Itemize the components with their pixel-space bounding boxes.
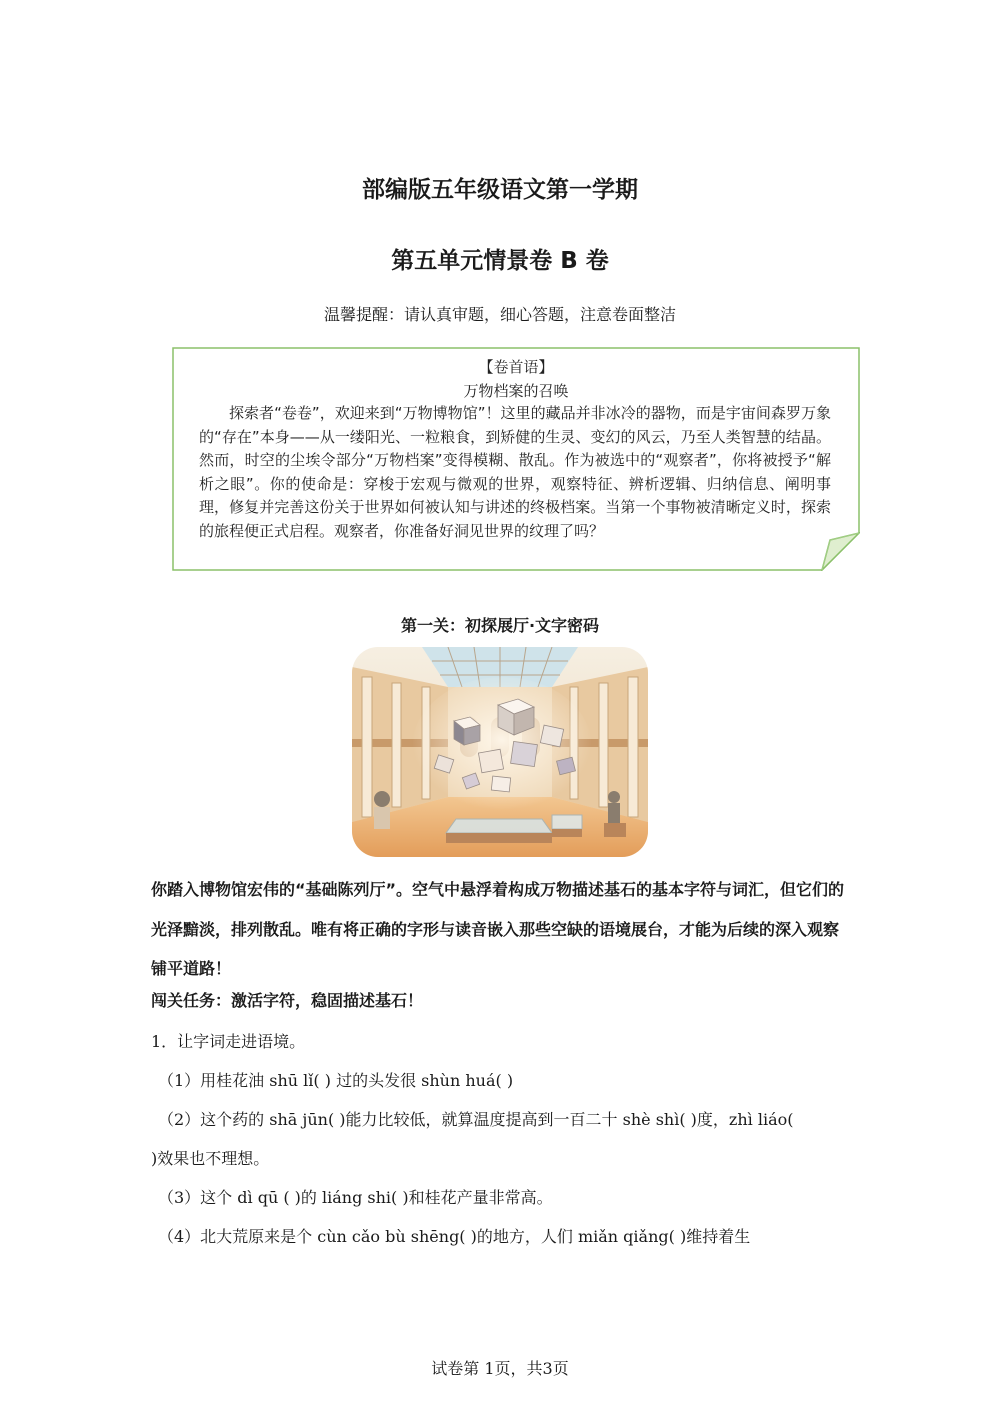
question-1-sub-2-cont: )效果也不理想。: [151, 1149, 270, 1168]
question-1-sub-2: （2）这个药的 shā jūn( )能力比较低，就算温度提高到一百二十 shè shì( )度，zhì liáo(: [158, 1110, 794, 1129]
page-number: 试卷第 1页，共3页: [431, 1359, 569, 1378]
question-1-sub-3: （3）这个 dì qū ( )的 liáng shi( )和桂花产量非常高。: [158, 1188, 553, 1207]
level-task: 闯关任务：激活字符，稳固描述基石！: [151, 991, 424, 1010]
level-intro: 你踏入博物馆宏伟的“基础陈列厅”。空气中悬浮着构成万物描述基石的基本字符与词汇，但它们的光泽黯淡，排列散乱。唯有将正确的字形与读音嵌入那些空缺的语境展台，才能为后续的深入观察铺平道路！: [151, 880, 845, 978]
question-1-sub-4: （4）北大荒原来是个 cùn cǎo bù shēng( )的地方，人们 miǎn qiǎng( )维持着生: [158, 1227, 751, 1246]
question-1-sub-1: （1）用桂花油 shū lǐ( ) 过的头发很 shùn huá( ): [158, 1071, 514, 1090]
level-title: 第一关：初探展厅·文字密码: [400, 616, 600, 635]
page-title: 部编版五年级语文第一学期: [362, 177, 638, 203]
museum-hall-illustration: [352, 647, 648, 857]
page-subtitle: 第五单元情景卷 B 卷: [391, 248, 609, 274]
prologue-heading: 【卷首语】: [478, 358, 554, 376]
prologue-subheading: 万物档案的召唤: [463, 382, 569, 400]
reminder-text: 温馨提醒：请认真审题，细心答题，注意卷面整洁: [323, 305, 676, 324]
prologue-box: [172, 347, 860, 571]
question-1: 1．让字词走进语境。: [151, 1032, 306, 1051]
prologue-body: 探索者“卷卷”，欢迎来到“万物博物馆”！这里的藏品并非冰冷的器物，而是宇宙间森罗万象的“存在”本身——从一缕阳光、一粒粮食，到矫健的生灵、变幻的风云，乃至人类智慧的结晶。然而，时空的尘埃令部分“万物档案”变得模糊、散乱。作为被选中的“观察者”，你将被授予“解析之眼”。你的使命是：穿梭于宏观与微观的世界，观察特征、辨析逻辑、归纳信息、阐明事理，修复并完善这份关于世界如何被认知与讲述的终极档案。当第一个事物被清晰定义时，探索的旅程便正式启程。观察者，你准备好洞见世界的纹理了吗？: [199, 404, 831, 540]
